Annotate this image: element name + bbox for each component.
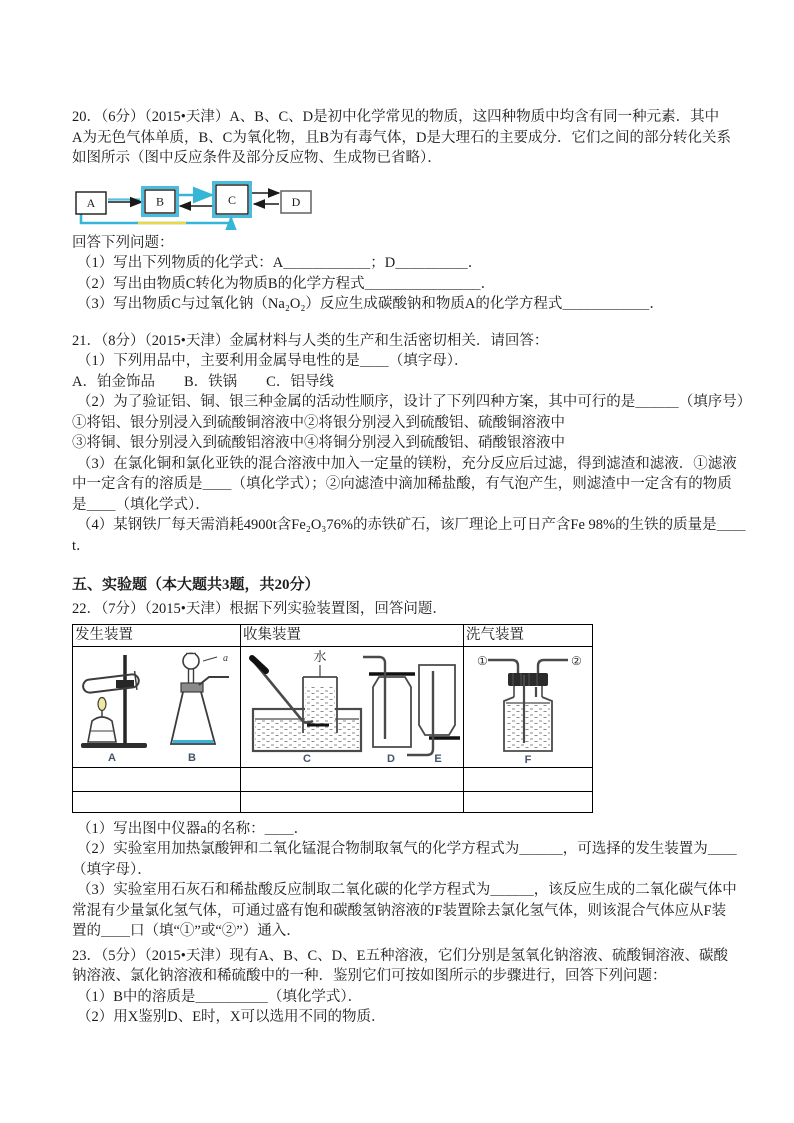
empty-cell [464,767,593,791]
conversion-diagram [68,178,758,230]
apparatus-label-a: A [108,751,116,764]
question-20-prompt: 回答下列问题： [72,234,174,251]
apparatus-table [72,624,593,813]
question-22-part: （2）实验室用加热氯酸钾和二氧化锰混合物制取氧气的化学方程式为＿＿＿，可选择的发生装置为＿＿ [77,841,737,857]
question-21-line: （3）在氯化铜和氯化亚铁的混合溶液中加入一定量的镁粉，充分反应后过滤，得到滤渣和滤液．①滤液 [77,455,737,472]
apparatus-a-figure [81,655,147,748]
question-23-line: 钠溶液、氯化钠溶液和稀硫酸中的一种．鉴别它们可按如图所示的步骤进行，回答下列问题： [72,968,667,984]
question-23 [72,946,758,1028]
question-21 [72,331,758,557]
question-21-line: （1）下列用品中，主要利用金属导电性的是＿＿（填字母）． [77,353,469,369]
node-label-a: A [86,195,96,210]
apparatus-c-d-e-illustration [241,647,463,767]
apparatus-c-figure [252,658,361,751]
section-5-title: 五、实验题（本大题共3题，共20分） [72,577,320,593]
question-22 [72,599,758,942]
apparatus-e-figure [407,665,460,755]
table-header-collection: 收集装置 [241,624,464,646]
question-21-line: 是＿＿（填化学式）． [72,496,210,513]
table-header-generation: 发生装置 [73,624,241,646]
question-21-line: 中一定含有的溶质是＿＿（填化学式）；②向滤渣中滴加稀盐酸，有气泡产生，则滤渣中一定含有的物质 [72,476,732,492]
apparatus-label-f: F [524,753,532,766]
apparatus-label-b: B [188,751,196,764]
apparatus-label-d: D [387,752,395,765]
apparatus-table-header-row [73,624,593,646]
apparatus-table-empty-row [73,767,593,791]
port-2-label: ② [571,653,582,668]
empty-cell [241,791,464,812]
question-20-line: 20．（6分）（2015•天津）A、B、C、D是初中化学常见的物质，这四种物质中均含有同一种元素．其中 [72,109,720,125]
question-22-parts [72,819,758,942]
collection-apparatus-cell [241,646,464,767]
node-label-c: C [227,192,237,207]
question-20-line: 如图所示（图中反应条件及部分反应物、生成物已省略）． [72,150,442,166]
apparatus-b-figure [171,653,229,744]
water-label: 水 [313,648,327,664]
gas-washing-apparatus-cell [464,646,593,767]
empty-cell [73,791,241,812]
question-23-line: 23．（5分）（2015•天津）现有A、B、C、D、E五种溶液，它们分别是氢氧化钠溶液、硫酸铜溶液、碳酸 [72,947,728,964]
question-22-intro: 22．（7分）（2015•天津）根据下列实验装置图，回答问题． [72,601,447,617]
question-22-part: 置的＿＿口（填“①”或“②”）通入． [72,923,301,939]
question-22-part: （填字母）． [72,861,152,878]
question-23-line: （2）用X鉴别D、E时，X可以选用不同的物质． [77,1009,386,1025]
question-20-part: （3）写出物质C与过氧化钠（Na₂O₂）反应生成碳酸钠和物质A的化学方程式＿＿＿＿＿＿． [77,296,664,312]
apparatus-f-figure [488,660,568,751]
question-22-part: （1）写出图中仪器a的名称：＿＿． [77,820,309,837]
question-21-line: ③将铜、银分别浸入到硫酸铝溶液中④将铜分别浸入到硫酸铝、硝酸银溶液中 [72,435,565,451]
apparatus-label-e: E [434,752,442,765]
port-1-label: ① [477,653,488,668]
question-20 [72,107,758,315]
question-21-line: A．铂金饰品 B．铁锅 C．铝导线 [72,373,334,390]
node-label-b: B [155,194,165,208]
apparatus-f-illustration [464,647,592,767]
apparatus-table-figure-row [73,646,593,767]
table-header-gas-washing: 洗气装置 [464,624,593,646]
apparatus-a-b-illustration [73,647,240,767]
apparatus-table-empty-row [73,791,593,812]
question-21-line: （4）某钢铁厂每天需消耗4900t含Fe₂O₃76%的赤铁矿石，该厂理论上可日产含Fe 98%的生铁的质量是＿＿ [77,517,746,533]
question-21-line: （2）为了验证铝、铜、银三种金属的活动性顺序，设计了下列四种方案，其中可行的是＿＿＿（填序号） [77,394,752,410]
empty-cell [464,791,593,812]
node-label-d: D [291,194,301,209]
question-20-part: （1）写出下列物质的化学式：A＿＿＿＿＿＿；D＿＿＿＿＿． [77,255,483,271]
question-20-line: A为无色气体单质，B、C为氧化物，且B为有毒气体，D是大理石的主要成分．它们之间的部分转化关系 [72,129,731,146]
question-22-part: 常混有少量氯化氢气体，可通过盛有饱和碳酸氢钠溶液的F装置除去氯化氢气体，则该混合气体应从F装 [72,902,727,919]
question-22-part: （3）实验室用石灰石和稀盐酸反应制取二氧化碳的化学方程式为＿＿＿，该反应生成的二氧化碳气体中 [77,882,737,898]
question-21-line: 21．（8分）（2015•天津）金属材料与人类的生产和生活密切相关．请回答： [72,332,549,349]
page-content [72,107,758,1028]
empty-cell [73,767,241,791]
apparatus-d-figure [363,657,415,747]
question-21-line: ①将铝、银分别浸入到硫酸铜溶液中②将银分别浸入到硫酸铝、硫酸铜溶液中 [72,414,565,431]
apparatus-label-c: C [303,752,311,765]
empty-cell [241,767,464,791]
instrument-a-pointer-label: a [223,652,228,664]
generation-apparatus-cell [73,646,241,767]
question-23-line: （1）B中的溶质是＿＿＿＿＿（填化学式）． [77,988,363,1005]
question-21-line: t． [72,537,91,554]
conversion-diagram-svg [68,178,320,230]
question-20-part: （2）写出由物质C转化为物质B的化学方程式＿＿＿＿＿＿＿＿． [77,275,496,292]
